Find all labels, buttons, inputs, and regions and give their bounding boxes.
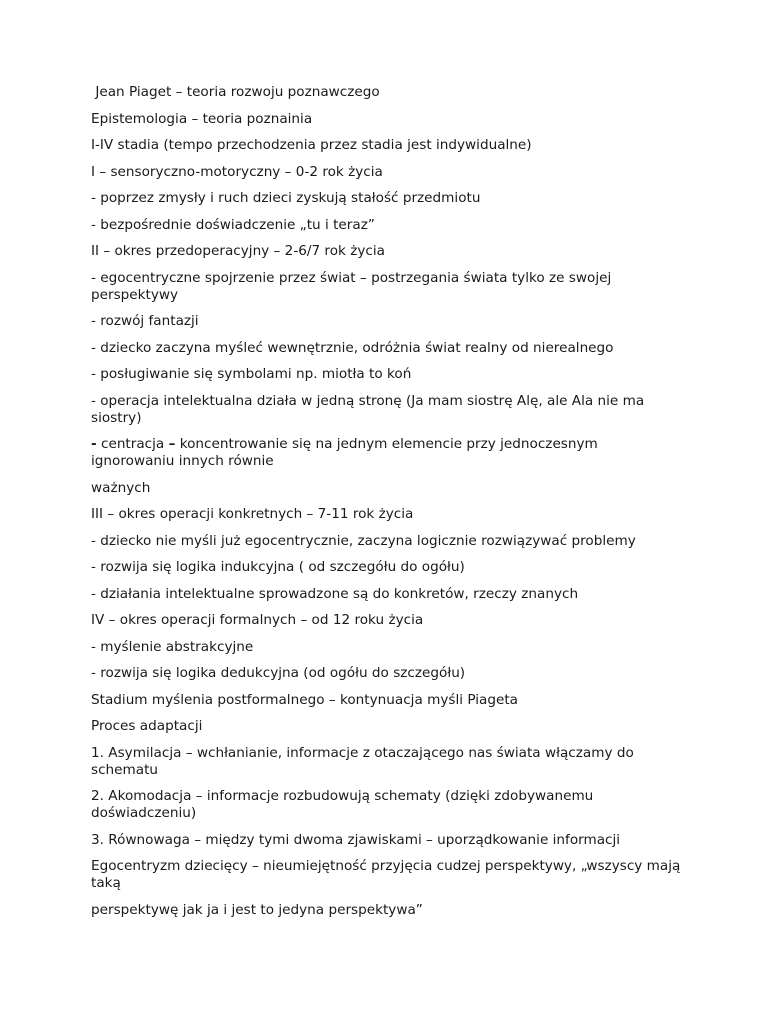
numbered-item: 1. Asymilacja – wchłanianie, informacje z otaczającego nas świata włączamy do schematu: [91, 744, 639, 778]
paragraph: Egocentryzm dziecięcy – nieumiejętność przyjęcia cudzej perspektywy, „wszyscy mają taką: [91, 858, 685, 891]
bullet-item: - myślenie abstrakcyjne: [91, 638, 254, 655]
bullet-item: - poprzez zmysły i ruch dzieci zyskują stałość przedmiotu: [91, 190, 481, 206]
doc-title: Jean Piaget – teoria rozwoju poznawczego: [91, 84, 380, 100]
numbered-item: 2. Akomodacja – informacje rozbudowują schematy (dzięki zdobywanemu doświadczeniu): [91, 788, 598, 821]
bullet-item: - rozwija się logika indukcyjna ( od szczegółu do ogółu): [91, 559, 465, 575]
bullet-item: - egocentryczne spojrzenie przez świat – postrzegania świata tylko ze swojej perspektywy: [91, 269, 616, 303]
stage-heading: II – okres przedoperacyjny – 2-6/7 rok życia: [91, 243, 385, 259]
document-page: [91, 84, 685, 928]
bullet-item: - operacja intelektualna działa w jedną stronę (Ja mam siostrę Alę, ale Ala nie ma siostry): [91, 392, 649, 426]
bullet-item: - posługiwanie się symbolami np. miotła to koń: [91, 366, 412, 382]
bullet-item: - bezpośrednie doświadczenie „tu i teraz”: [91, 216, 375, 233]
bullet-item: - dziecko nie myśli już egocentrycznie, zaczyna logicznie rozwiązywać problemy: [91, 532, 636, 549]
paragraph: Stadium myślenia postformalnego – kontynuacja myśli Piageta: [91, 691, 519, 708]
section-heading: Proces adaptacji: [91, 718, 203, 734]
paragraph: perspektywę jak ja i jest to jedyna perspektywa”: [91, 901, 423, 918]
numbered-item: 3. Równowaga – między tymi dwoma zjawiskami – uporządkowanie informacji: [91, 831, 621, 848]
paragraph: Epistemologia – teoria poznainia: [91, 110, 313, 127]
stage-heading: IV – okres operacji formalnych – od 12 roku życia: [91, 612, 424, 628]
stage-heading: III – okres operacji konkretnych – 7-11 rok życia: [91, 506, 414, 522]
paragraph: I-IV stadia (tempo przechodzenia przez stadia jest indywidualne): [91, 137, 532, 153]
stage-heading: I – sensoryczno-motoryczny – 0-2 rok życia: [91, 163, 383, 180]
bullet-item: - dziecko zaczyna myśleć wewnętrznie, odróżnia świat realny od nierealnego: [91, 339, 614, 356]
paragraph: ważnych: [91, 479, 151, 496]
bullet-item: - działania intelektualne sprowadzone są do konkretów, rzeczy znanych: [91, 585, 579, 602]
bullet-item-centracja: - centracja – koncentrowanie się na jednym elemencie przy jednoczesnym ignorowaniu innych równie: [91, 436, 603, 469]
bullet-item: - rozwija się logika dedukcyjna (od ogółu do szczegółu): [91, 665, 466, 681]
bullet-item: - rozwój fantazji: [91, 313, 199, 329]
